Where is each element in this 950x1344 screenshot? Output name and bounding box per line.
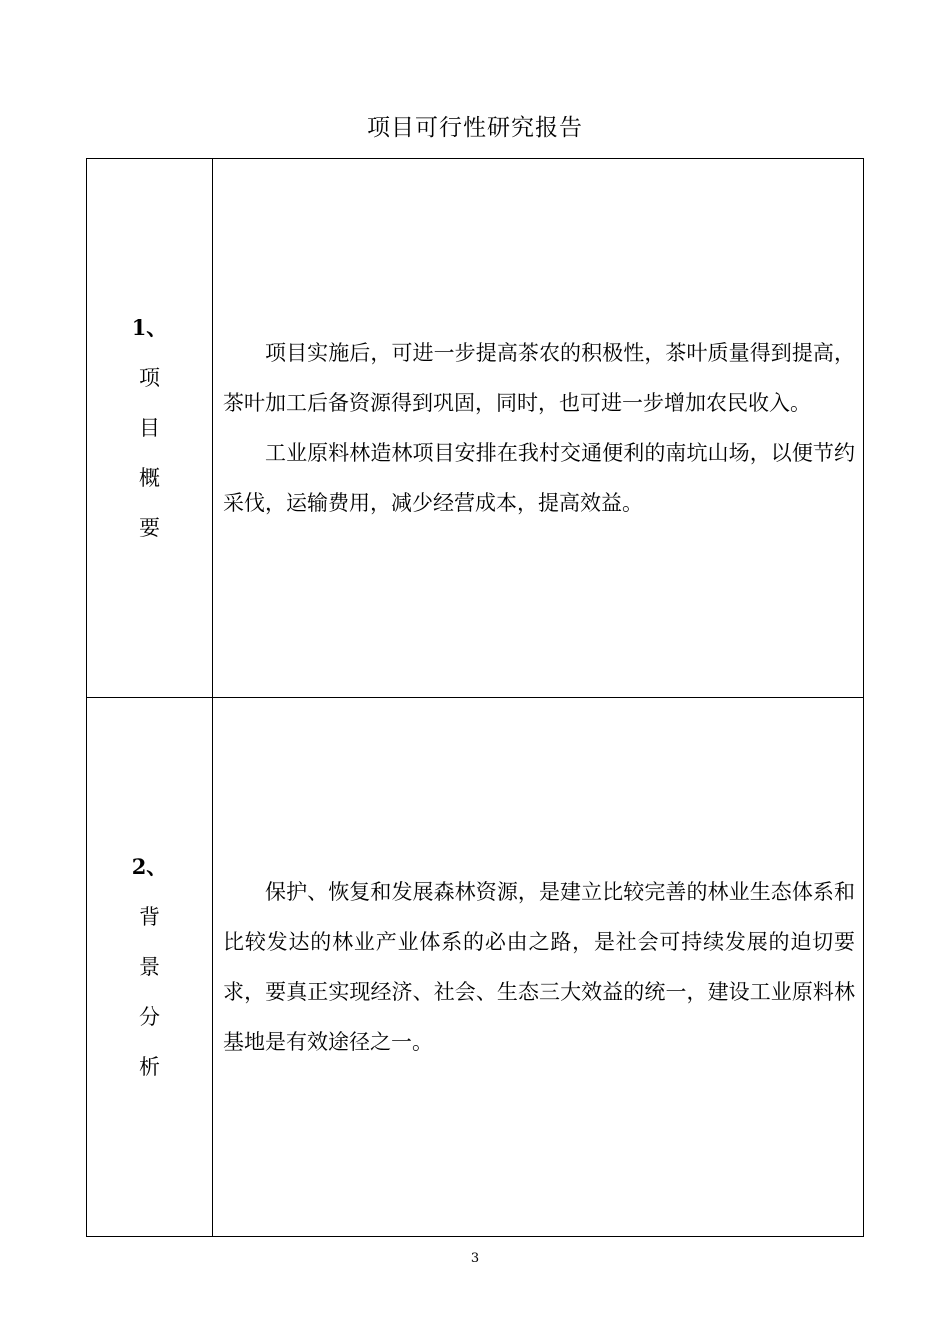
section-number: 1、 (131, 315, 168, 340)
paragraph: 保护、恢复和发展森林资源，是建立比较完善的林业生态体系和比较发达的林业产业体系的必由之路，是社会可持续发展的迫切要求，要真正实现经济、社会、生态三大效益的统一，建设工业原料林基地是有效途径之一。 (223, 880, 855, 1054)
section-row-background (87, 698, 864, 1237)
section-label-char: 概 (139, 466, 160, 490)
section-label-char: 分 (139, 1005, 160, 1029)
section-label-char: 要 (139, 516, 160, 540)
report-table (86, 158, 864, 1237)
section-label-overview (87, 159, 213, 698)
section-label-background (87, 698, 213, 1237)
section-content-background (213, 698, 864, 1237)
section-number: 2、 (131, 854, 168, 879)
section-label-char: 背 (139, 905, 160, 929)
section-label-char: 景 (139, 955, 160, 979)
paragraph: 工业原料林造林项目安排在我村交通便利的南坑山场，以便节约采伐，运输费用，减少经营成本，提高效益。 (223, 441, 855, 515)
section-row-overview (87, 159, 864, 698)
document-title: 项目可行性研究报告 (367, 115, 583, 141)
paragraph: 项目实施后，可进一步提高茶农的积极性，茶叶质量得到提高，茶叶加工后备资源得到巩固，同时，也可进一步增加农民收入。 (223, 341, 855, 415)
section-label-char: 目 (139, 416, 160, 440)
section-content-overview (213, 159, 864, 698)
section-label-char: 项 (139, 366, 160, 390)
section-label-char: 析 (139, 1055, 160, 1079)
page-number: 3 (470, 1251, 480, 1266)
